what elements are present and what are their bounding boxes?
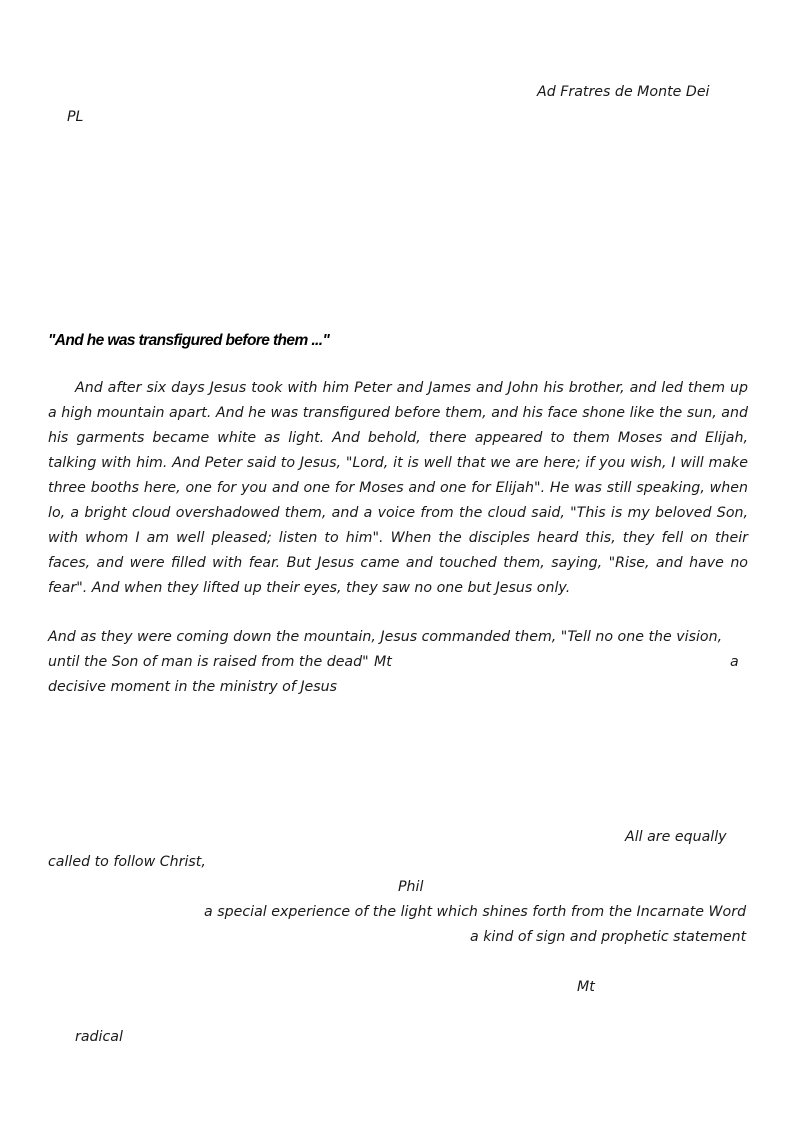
section-heading: "And he was transfigured before them ..." xyxy=(48,332,330,349)
fragment-radical: radical xyxy=(75,1029,123,1045)
header-reference: Ad Fratres de Monte Dei xyxy=(537,84,710,100)
paragraph-line-1: And as they were coming down the mountain, Jesus commanded them, "Tell no one the vision, xyxy=(48,629,723,645)
fragment-called-to-follow: called to follow Christ, xyxy=(48,854,206,870)
scripture-reference-mt-2: Mt xyxy=(577,979,595,995)
fragment-all-equally: All are equally xyxy=(625,829,727,845)
paragraph-line-2: until the Son of man is raised from the dead" xyxy=(48,654,369,670)
paragraph-line-3: decisive moment in the ministry of Jesus xyxy=(48,679,338,695)
scripture-reference-mt: Mt xyxy=(374,654,392,670)
fragment-special-experience: a special experience of the light which shines forth from the Incarnate Word xyxy=(204,904,747,920)
scripture-paragraph: And after six days Jesus took with him Peter and James and John his brother, and led them up a high mountain apart. And he was transfigured before them, and his face shone like the sun, and his garments became white as light. And behold, there appeared to them Moses and Elijah, talking with him. And Peter said to Jesus, "Lord, it is well that we are here; if you wish, I will make three booths here, one for you and one for Moses and one for Elijah". He was still speaking, when lo, a bright cloud overshadowed them, and a voice from the cloud said, "This is my beloved Son, with whom I am well pleased; listen to him". When the disciples heard this, they fell on their faces, and were filled with fear. But Jesus came and touched them, saying, "Rise, and have no fear". And when they lifted up their eyes, they saw no one but Jesus only. xyxy=(48,380,748,596)
fragment-sign-statement: a kind of sign and prophetic statement xyxy=(470,929,747,945)
paragraph-line-2-end: a xyxy=(730,654,739,670)
scripture-reference-phil: Phil xyxy=(398,879,424,895)
source-abbreviation: PL xyxy=(67,109,84,125)
